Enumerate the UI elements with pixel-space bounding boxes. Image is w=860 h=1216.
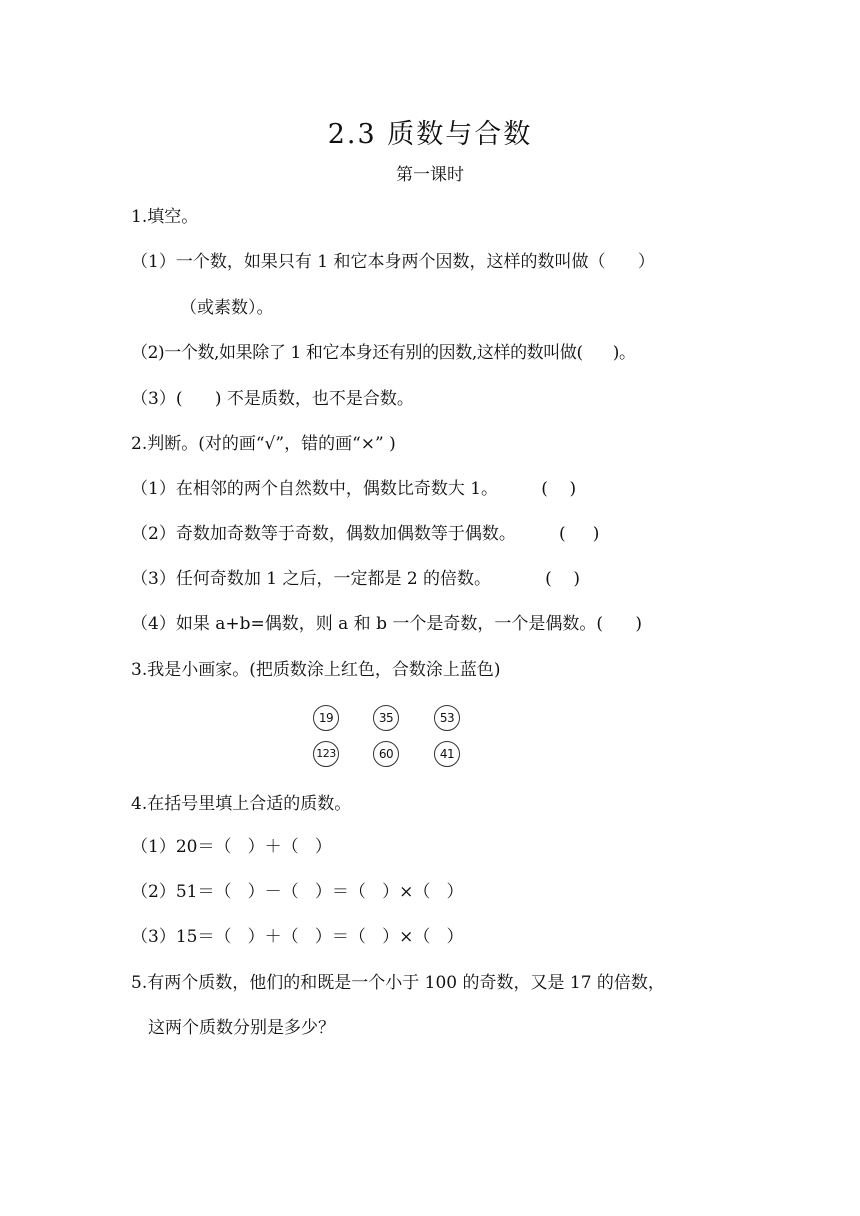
number-circle[interactable]: 53 [434, 705, 460, 731]
number-circle[interactable]: 19 [313, 705, 339, 731]
q1-item2: （2)一个数,如果除了 1 和它本身还有别的因数,这样的数叫做( )。 [131, 343, 636, 363]
q4-item1: （1）20＝（ ）＋（ ） [131, 837, 332, 857]
q2-item4: （4）如果 a+b=偶数，则 a 和 b 一个是奇数，一个是偶数。( ) [131, 614, 643, 634]
q5-line1: 5.有两个质数，他们的和既是一个小于 100 的奇数，又是 17 的倍数， [131, 973, 665, 993]
number-circle[interactable]: 123 [313, 741, 339, 767]
q1-item1-line1: （1）一个数，如果只有 1 和它本身两个因数，这样的数叫做（ ） [131, 252, 655, 272]
page-title: 2.3 质数与合数 [327, 119, 533, 150]
q1-item3: （3）( ) 不是质数，也不是合数。 [131, 389, 414, 409]
q2-item3: （3）任何奇数加 1 之后，一定都是 2 的倍数。 ( ) [131, 569, 580, 589]
q1-item1-line2: （或素数）。 [180, 298, 274, 318]
q2-item2: （2）奇数加奇数等于奇数，偶数加偶数等于偶数。 ( ) [131, 524, 600, 544]
q1-heading: 1.填空。 [131, 207, 199, 227]
q3-heading: 3.我是小画家。(把质数涂上红色，合数涂上蓝色) [131, 660, 501, 680]
number-circle[interactable]: 41 [434, 741, 460, 767]
number-circle[interactable]: 60 [373, 741, 399, 767]
q2-item1: （1）在相邻的两个自然数中，偶数比奇数大 1。 ( ) [131, 479, 577, 499]
number-circle[interactable]: 35 [373, 705, 399, 731]
q4-heading: 4.在括号里填上合适的质数。 [131, 794, 352, 814]
lesson-subtitle: 第一课时 [396, 165, 464, 185]
q5-line2: 这两个质数分别是多少？ [148, 1018, 335, 1038]
q4-item3: （3）15＝（ ）＋（ ）＝（ ）×（ ） [131, 927, 464, 947]
q4-item2: （2）51＝（ ）－（ ）＝（ ）×（ ） [131, 882, 464, 902]
q2-heading: 2.判断。(对的画“√”，错的画“×” ) [131, 434, 396, 454]
